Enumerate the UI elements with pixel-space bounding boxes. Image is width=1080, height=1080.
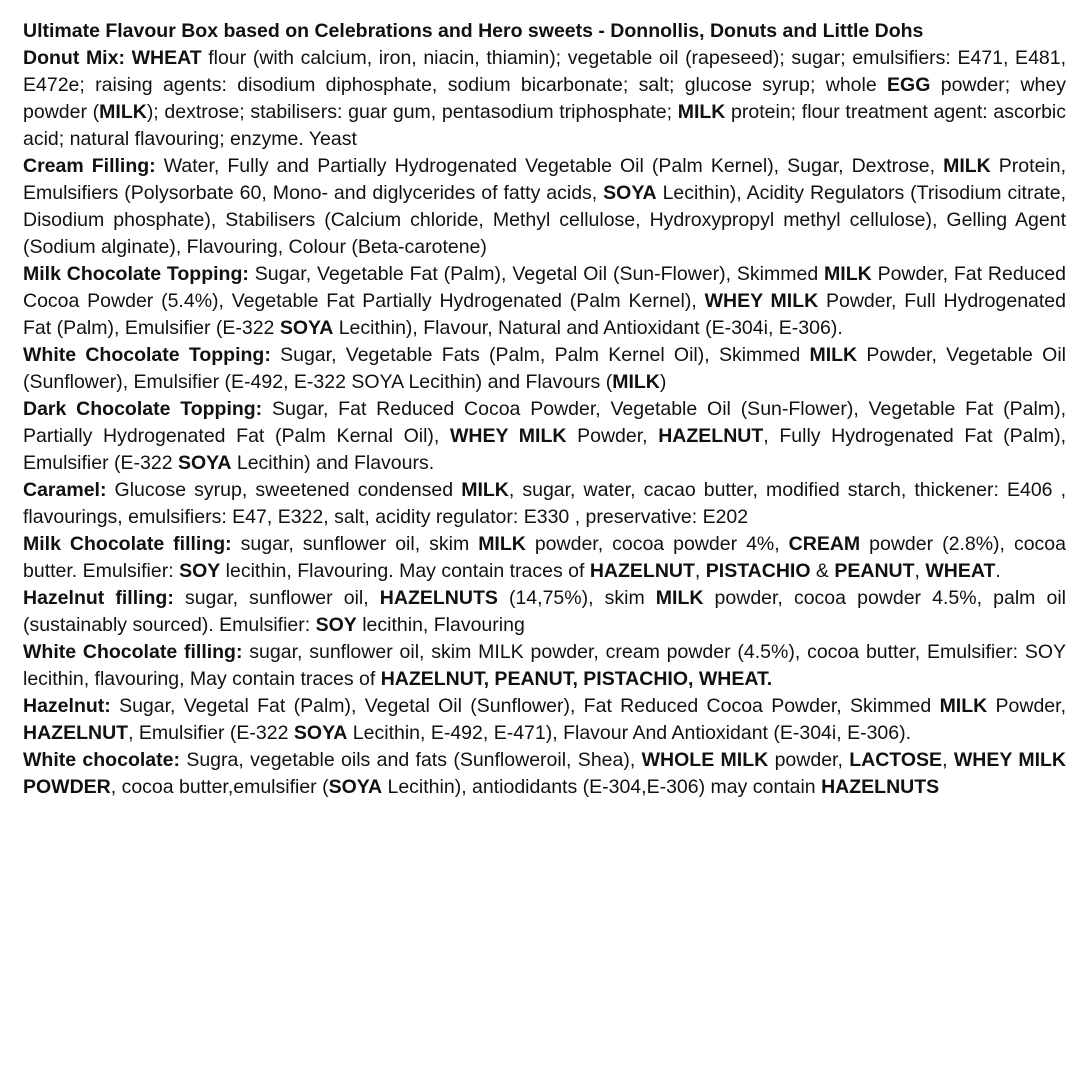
ingredient-section	[23, 693, 1066, 747]
ingredients-document	[23, 18, 1066, 801]
allergen-text: MILK	[612, 371, 660, 393]
ingredient-text: ,	[942, 749, 954, 771]
ingredient-text: Powder, Full Hydrogenated Fat (Palm), Emulsifier (E-322	[23, 290, 1066, 339]
ingredient-text: powder,	[768, 749, 850, 771]
allergen-text: MILK	[655, 587, 704, 609]
ingredient-section	[23, 531, 1066, 585]
section-label: Hazelnut:	[23, 695, 111, 717]
ingredient-text: lecithin, Flavouring	[356, 614, 525, 636]
section-label: Hazelnut filling:	[23, 587, 174, 609]
ingredient-section	[23, 747, 1066, 801]
ingredient-sections	[23, 45, 1066, 801]
allergen-text: CREAM	[788, 533, 861, 555]
ingredient-text: .	[995, 560, 1001, 582]
allergen-text: WHOLE MILK	[641, 749, 769, 771]
ingredient-text: , Emulsifier (E-322	[128, 722, 294, 744]
ingredient-text: (14,75%), skim	[497, 587, 656, 609]
allergen-text: SOYA	[328, 776, 383, 798]
ingredient-section	[23, 477, 1066, 531]
ingredient-text: Sugar, Vegetable Fat (Palm), Vegetal Oil (Sun-Flower), Skimmed	[254, 263, 825, 285]
allergen-text: MILK	[824, 263, 872, 285]
allergen-text: WHEAT	[131, 47, 202, 69]
ingredient-text: Sugar, Fat Reduced Cocoa Powder, Vegetable Oil (Sun-Flower), Vegetable Fat (Palm), Partially Hydrogenated Fat (Palm Kernal Oil),	[23, 398, 1066, 447]
allergen-text: SOY	[315, 614, 357, 636]
allergen-text: HAZELNUT	[589, 560, 695, 582]
ingredient-text: , cocoa butter,emulsifier (	[110, 776, 329, 798]
ingredient-text: ,	[694, 560, 706, 582]
allergen-text: MILK	[99, 101, 147, 123]
ingredient-section	[23, 342, 1066, 396]
ingredient-text: )	[659, 371, 667, 393]
ingredient-text: powder; whey powder (	[23, 74, 1066, 123]
section-label: White Chocolate filling:	[23, 641, 243, 663]
allergen-text: PEANUT	[834, 560, 915, 582]
document-title: Ultimate Flavour Box based on Celebrations and Hero sweets - Donnollis, Donuts and Little Dohs	[23, 20, 924, 42]
allergen-text: HAZELNUTS	[379, 587, 498, 609]
ingredient-section	[23, 639, 1066, 693]
allergen-text: HAZELNUTS	[821, 776, 940, 798]
ingredient-text: Lecithin), Flavour, Natural and Antioxidant (E-304i, E-306).	[333, 317, 843, 339]
ingredient-text: Sugar, Vegetable Fats (Palm, Palm Kernel Oil), Skimmed	[280, 344, 810, 366]
ingredient-text: sugar, sunflower oil, skim MILK powder, cream powder (4.5%), cocoa butter, Emulsifier: SOY lecithin, flavouring, May contain traces of	[23, 641, 1066, 690]
ingredient-section	[23, 396, 1066, 477]
ingredient-text: powder, cocoa powder 4.5%, palm oil (sustainably sourced). Emulsifier:	[23, 587, 1067, 636]
ingredient-text: Glucose syrup, sweetened condensed	[114, 479, 462, 501]
allergen-text: MILK	[677, 101, 726, 123]
ingredient-text: Powder, Fat Reduced Cocoa Powder (5.4%), Vegetable Fat Partially Hydrogenated (Palm Kernel),	[23, 263, 1066, 312]
allergen-text: HAZELNUT	[23, 722, 129, 744]
ingredient-text: , Fully Hydrogenated Fat (Palm), Emulsifier (E-322	[23, 425, 1066, 474]
ingredient-text: Powder, Vegetable Oil (Sunflower), Emulsifier (E-492, E-322 SOYA Lecithin) and Flavours (	[23, 344, 1067, 393]
ingredient-text: Powder,	[987, 695, 1066, 717]
ingredient-text: Protein, Emulsifiers (Polysorbate 60, Mono- and diglycerides of fatty acids,	[23, 155, 1067, 204]
allergen-text: MILK	[809, 344, 858, 366]
ingredient-section	[23, 261, 1066, 342]
allergen-text: HAZELNUT, PEANUT, PISTACHIO, WHEAT.	[380, 668, 773, 690]
ingredient-text: Lecithin) and Flavours.	[231, 452, 435, 474]
allergen-text: SOYA	[279, 317, 334, 339]
ingredient-text: Lecithin, E-492, E-471), Flavour And Antioxidant (E-304i, E-306).	[347, 722, 912, 744]
allergen-text: MILK	[478, 533, 526, 555]
section-label: Milk Chocolate Topping:	[23, 263, 249, 285]
ingredient-text: Lecithin), antiodidants (E-304,E-306) may contain	[382, 776, 822, 798]
ingredient-text: ); dextrose; stabilisers: guar gum, pentasodium triphosphate;	[146, 101, 678, 123]
allergen-text: SOYA	[293, 722, 348, 744]
allergen-text: SOYA	[177, 452, 232, 474]
allergen-text: SOYA	[603, 182, 657, 204]
allergen-text: EGG	[887, 74, 931, 96]
allergen-text: WHEY MILK POWDER	[23, 749, 1066, 798]
ingredient-text: Lecithin), Acidity Regulators (Trisodium citrate, Disodium phosphate), Stabilisers (Calcium chloride, Methyl cellulose, Hydroxypropyl methyl cellulose), Gelling Agent (Sodium alginate), Flavouring, Colour (Beta-carotene)	[23, 182, 1066, 258]
ingredient-section	[23, 153, 1066, 261]
section-label: White chocolate:	[23, 749, 180, 771]
allergen-text: PISTACHIO	[705, 560, 811, 582]
ingredient-text: Sugar, Vegetal Fat (Palm), Vegetal Oil (Sunflower), Fat Reduced Cocoa Powder, Skimmed	[119, 695, 940, 717]
ingredient-text: Water, Fully and Partially Hydrogenated Vegetable Oil (Palm Kernel), Sugar, Dextrose,	[163, 155, 944, 177]
allergen-text: WHEY MILK	[449, 425, 567, 447]
section-label: White Chocolate Topping:	[23, 344, 271, 366]
section-label: Caramel:	[23, 479, 107, 501]
allergen-text: WHEY MILK	[704, 290, 819, 312]
ingredient-text: &	[810, 560, 835, 582]
allergen-text: MILK	[939, 695, 988, 717]
ingredient-section	[23, 585, 1066, 639]
allergen-text: WHEAT	[925, 560, 996, 582]
ingredient-text: Sugra, vegetable oils and fats (Sunfloweroil, Shea),	[186, 749, 642, 771]
ingredient-text: , sugar, water, cacao butter, modified starch, thickener: E406 , flavourings, emulsifiers: E47, E322, salt, acidity regulator: E330 , preservative: E202	[23, 479, 1067, 528]
ingredient-text: Powder,	[566, 425, 659, 447]
ingredient-text: sugar, sunflower oil, skim	[240, 533, 479, 555]
ingredient-text: ,	[914, 560, 926, 582]
allergen-text: MILK	[943, 155, 991, 177]
section-label: Dark Chocolate Topping:	[23, 398, 263, 420]
ingredient-section	[23, 45, 1066, 153]
ingredient-text: flour (with calcium, iron, niacin, thiamin); vegetable oil (rapeseed); sugar; emulsifiers: E471, E481, E472e; raising agents: disodium diphosphate, sodium bicarbonate; salt; glucose syrup; whole	[23, 47, 1067, 96]
ingredient-text: lecithin, Flavouring. May contain traces of	[220, 560, 590, 582]
section-label: Milk Chocolate filling:	[23, 533, 232, 555]
ingredient-text: protein; flour treatment agent: ascorbic acid; natural flavouring; enzyme. Yeast	[23, 101, 1067, 150]
ingredient-text: powder, cocoa powder 4%,	[525, 533, 789, 555]
ingredient-text: powder (2.8%), cocoa butter. Emulsifier:	[23, 533, 1066, 582]
ingredient-text: sugar, sunflower oil,	[184, 587, 380, 609]
section-label: Donut Mix:	[23, 47, 125, 69]
section-label: Cream Filling:	[23, 155, 156, 177]
allergen-text: LACTOSE	[849, 749, 943, 771]
allergen-text: HAZELNUT	[658, 425, 764, 447]
allergen-text: MILK	[461, 479, 509, 501]
allergen-text: SOY	[179, 560, 221, 582]
